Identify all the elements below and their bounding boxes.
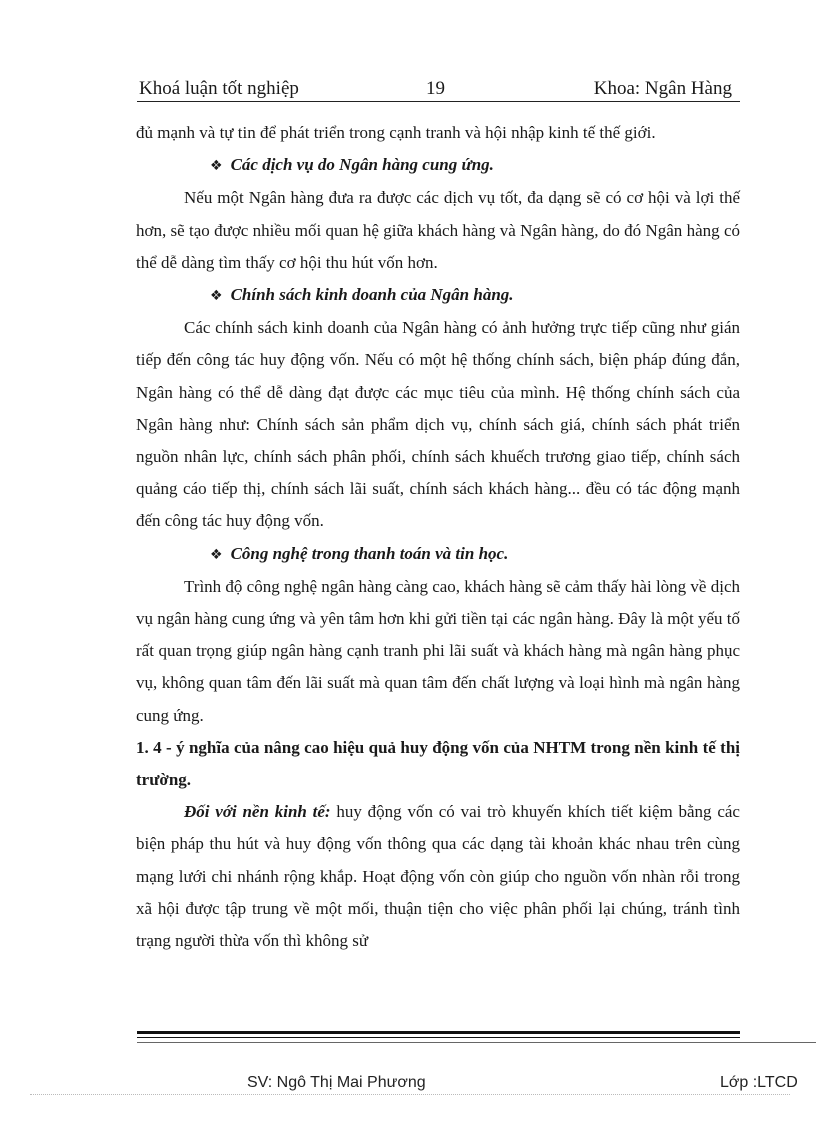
footer-student-name: SV: Ngô Thị Mai Phương <box>247 1074 426 1091</box>
page-header <box>137 76 740 104</box>
footer-divider-extended <box>137 1042 816 1043</box>
bullet-heading-text: Các dịch vụ do Ngân hàng cung ứng. <box>230 155 494 175</box>
document-body <box>136 117 740 957</box>
header-thesis-label: Khoá luận tốt nghiệp <box>139 78 299 99</box>
bullet-heading-text: Công nghệ trong thanh toán và tin học. <box>230 543 509 563</box>
footer-dotted-line <box>30 1094 790 1095</box>
paragraph-continuation: đủ mạnh và tự tin để phát triển trong cạnh tranh và hội nhập kinh tế thế giới. <box>136 123 656 142</box>
footer-divider-thick <box>137 1031 740 1034</box>
paragraph-economy-text: huy động vốn có vai trò khuyến khích tiết kiệm bằng các biện pháp thu hút và huy động vốn thông qua các dạng tài khoản khác nhau trên cùng mạng lưới chi nhánh rộng khắp. Hoạt động vốn còn giúp cho nguồn vốn nhàn rỗi trong xã hội được tập trung về một mối, thuận tiện cho việc phân phối lại chúng, tránh tình trạng người thừa vốn thì không sử <box>136 802 740 951</box>
footer-divider-thin <box>137 1037 740 1038</box>
bullet-heading-services <box>136 149 740 182</box>
paragraph-lead: Đối với nền kinh tế: <box>184 802 331 822</box>
header-faculty-label: Khoa: Ngân Hàng <box>593 78 732 99</box>
page-number: 19 <box>426 78 445 99</box>
diamond-bullet-icon: ❖ <box>210 546 223 563</box>
paragraph-policy: Các chính sách kinh doanh của Ngân hàng có ảnh hưởng trực tiếp cũng như gián tiếp đến công tác huy động vốn. Nếu có một hệ thống chính sách, biện pháp đúng đắn, Ngân hàng có thể dễ dàng đạt được các mục tiêu của mình. Hệ thống chính sách của Ngân hàng như: Chính sách sản phẩm dịch vụ, chính sách giá, chính sách phát triển nguồn nhân lực, chính sách phân phối, chính sách khuếch trương giao tiếp, chính sách quảng cáo tiếp thị, chính sách lãi suất, chính sách khách hàng... đều có tác động mạnh đến công tác huy động vốn. <box>136 318 740 531</box>
paragraph-economy <box>136 796 740 957</box>
paragraph-technology: Trình độ công nghệ ngân hàng càng cao, khách hàng sẽ cảm thấy hài lòng về dịch vụ ngân hàng cung ứng và yên tâm hơn khi gửi tiền tại các ngân hàng. Đây là một yếu tố rất quan trọng giúp ngân hàng cạnh tranh phi lãi suất và khách hàng mà ngân hàng phục vụ, không quan tâm đến lãi suất mà quan tâm đến chất lượng và loại hình mà ngân hàng cung ứng. <box>136 576 740 725</box>
bullet-heading-technology <box>136 538 740 571</box>
diamond-bullet-icon: ❖ <box>210 158 223 175</box>
bullet-heading-text: Chính sách kinh doanh của Ngân hàng. <box>230 285 514 305</box>
diamond-bullet-icon: ❖ <box>210 288 223 305</box>
section-heading: 1. 4 - ý nghĩa của nâng cao hiệu quả huy động vốn của NHTM trong nền kinh tế thị trường. <box>136 737 740 790</box>
bullet-heading-policy <box>136 279 740 312</box>
footer-class-label: Lớp :LTCD <box>720 1074 798 1091</box>
paragraph-services: Nếu một Ngân hàng đưa ra được các dịch vụ tốt, đa dạng sẽ có cơ hội và lợi thế hơn, sẽ tạo được nhiều mối quan hệ giữa khách hàng và Ngân hàng, do đó Ngân hàng có thể dễ dàng tìm thấy cơ hội thu hút vốn hơn. <box>136 188 740 272</box>
header-divider <box>137 101 740 102</box>
